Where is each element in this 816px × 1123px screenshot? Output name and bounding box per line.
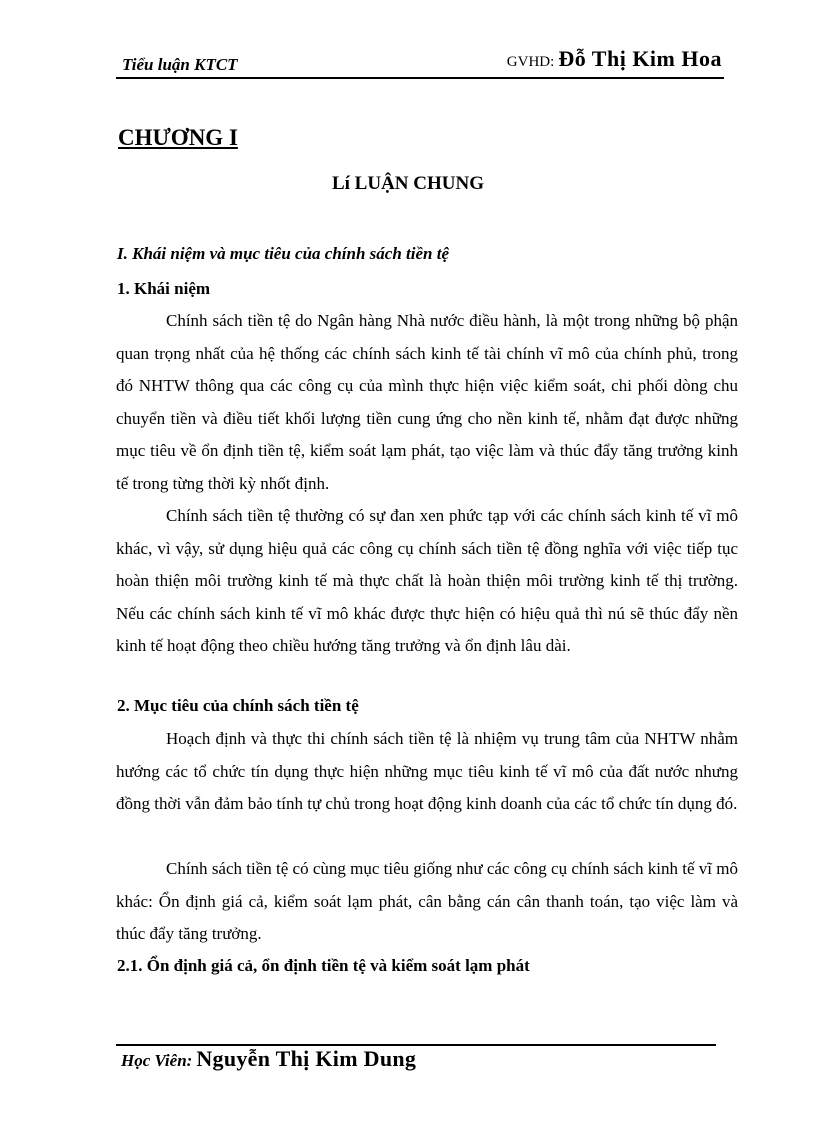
page-header [118, 46, 722, 76]
paragraph-3: Hoạch định và thực thi chính sách tiền tệ là nhiệm vụ trung tâm của NHTW nhằm hướng các tổ chức tín dụng thực hiện những mục tiêu kinh tế vĩ mô của đất nước nhưng đồng thời vẫn đảm bảo tính tự chủ trong hoạt động kinh doanh của các tổ chức tín dụng đó. [116, 729, 738, 813]
subsection-heading-2-1: 2.1. Ổn định giá cả, ổn định tiền tệ và kiểm soát lạm phát [117, 956, 530, 975]
header-instructor-label: GVHD [506, 54, 551, 70]
header-instructor-separator: : [550, 54, 555, 70]
paragraph-4: Chính sách tiền tệ có cùng mục tiêu giống như các công cụ chính sách kinh tế vĩ mô khác: Ổn định giá cả, kiểm soát lạm phát, cân bằng cán cân thanh toán, tạo việc làm và thúc đẩy tăng trưởng. [116, 859, 738, 943]
subsection-heading-1: 1. Khái niệm [117, 279, 211, 298]
header-course-title: Tiểu luận KTCT [122, 55, 238, 74]
header-instructor-name: Đỗ Thị Kim Hoa [558, 46, 722, 71]
footer-student-name: Nguyễn Thị Kim Dung [196, 1046, 417, 1071]
section-heading-1: I. Khái niệm và mục tiêu của chính sách tiền tệ [117, 244, 450, 263]
chapter-title: Lí LUẬN CHUNG [331, 173, 484, 194]
footer-student-label: Học Viên [121, 1051, 187, 1070]
header-instructor [507, 46, 722, 72]
paragraph-1: Chính sách tiền tệ do Ngân hàng Nhà nước điều hành, là một trong những bộ phận quan trọng nhất của hệ thống các chính sách kinh tế tài chính vĩ mô của chính phủ, trong đó NHTW thông qua các công cụ của mình thực hiện việc kiểm soát, chi phối dòng chu chuyển tiền và điều tiết khối lượng tiền cung ứng cho nền kinh tế, nhằm đạt được những mục tiêu về ổn định tiền tệ, kiểm soát lạm phát, tạo việc làm và thúc đẩy tăng trưởng kinh tế trong từng thời kỳ nhốt định. [116, 311, 738, 493]
header-rule [116, 77, 724, 79]
subsection-heading-2: 2. Mục tiêu của chính sách tiền tệ [117, 696, 359, 715]
page-footer [121, 1046, 416, 1072]
paragraph-2: Chính sách tiền tệ thường có sự đan xen phức tạp với các chính sách kinh tế vĩ mô khác, vì vậy, sử dụng hiệu quả các công cụ chính sách tiền tệ đồng nghĩa với việc tiếp tục hoàn thiện môi trường kinh tế mà thực chất là hoàn thiện môi trường kinh tế thị trường. Nếu các chính sách kinh tế vĩ mô khác được thực hiện có hiệu quả thì nú sẽ thúc đẩy nền kinh tế hoạt động theo chiều hướng tăng trưởng và ổn định lâu dài. [116, 506, 738, 655]
chapter-heading: CHƯƠNG I [118, 125, 238, 150]
footer-student-separator: : [186, 1051, 193, 1070]
